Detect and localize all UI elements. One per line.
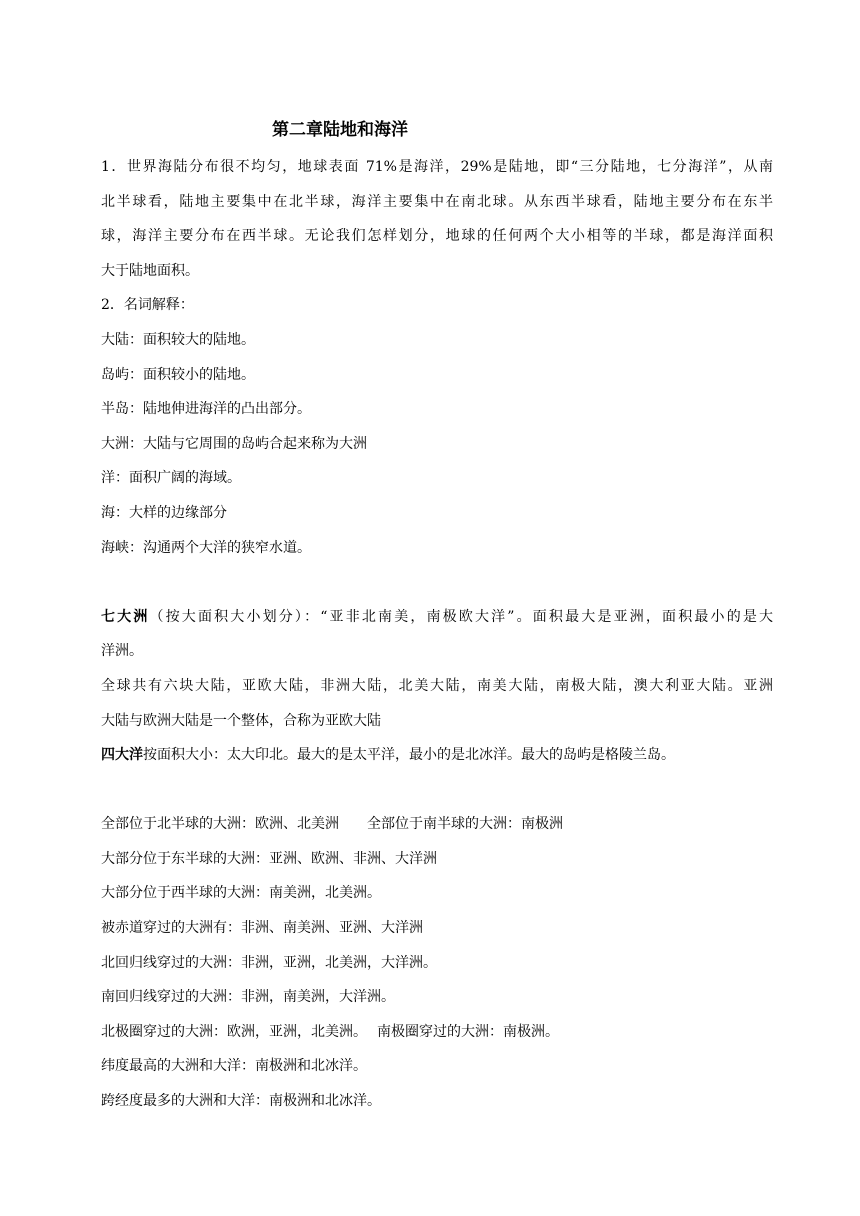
definitions-heading: 2．名词解释：: [101, 297, 194, 314]
facts-line-1: [101, 807, 773, 842]
document-body: [101, 150, 773, 1119]
facts-line-6: 南回归线穿过的大洲：非洲，南美洲，大洋洲。: [101, 989, 395, 1006]
six-landmasses-line-1: 全球共有六块大陆，亚欧大陆，非洲大陆，北美大陆，南美大陆，南极大陆，澳大利亚大陆。亚洲: [101, 677, 773, 694]
term-continent: 大洲：大陆与它周围的岛屿合起来称为大洲: [101, 435, 367, 452]
facts-line-4: 被赤道穿过的大洲有：非洲、南美洲、亚洲、大洋洲: [101, 920, 423, 937]
oceans-line-text: 按面积大小：太大印北。最大的是太平洋，最小的是北冰洋。最大的岛屿是格陵兰岛。: [143, 747, 675, 764]
paragraph-1-line-3: 球，海洋主要分布在西半球。无论我们怎样划分，地球的任何两个大小相等的半球，都是海洋面积: [101, 228, 773, 245]
term-peninsula: 半岛：陆地伸进海洋的凸出部分。: [101, 401, 311, 418]
facts-line-2: 大部分位于东半球的大洲：亚洲、欧洲、非洲、大洋洲: [101, 850, 437, 867]
term-ocean: 洋：面积广阔的海域。: [101, 470, 241, 487]
facts-line-5: 北回归线穿过的大洲：非洲，亚洲，北美洲，大洋洲。: [101, 954, 437, 971]
continents-line-2: 洋洲。: [101, 643, 143, 660]
facts-line-9: 跨经度最多的大洲和大洋：南极洲和北冰洋。: [101, 1093, 381, 1110]
facts-line-1-b: 全部位于南半球的大洲：南极洲: [367, 816, 563, 833]
term-island: 岛屿：面积较小的陆地。: [101, 366, 255, 383]
continents-bold-label: 七大洲: [101, 608, 150, 625]
blank-line: [101, 565, 773, 600]
facts-line-3: 大部分位于西半球的大洲：南美洲，北美洲。: [101, 885, 381, 902]
term-mainland: 大陆：面积较大的陆地。: [101, 331, 255, 348]
paragraph-1-line-1: 1．世界海陆分布很不均匀，地球表面 71%是海洋，29%是陆地，即“三分陆地，七分海洋”，从南: [101, 159, 773, 175]
facts-line-7-b: 南极圈穿过的大洲：南极洲。: [377, 1023, 559, 1040]
facts-line-7-a: 北极圈穿过的大洲：欧洲，亚洲，北美洲。: [101, 1023, 367, 1040]
paragraph-1-line-2: 北半球看，陆地主要集中在北半球，海洋主要集中在南北球。从东西半球看，陆地主要分布在东半: [101, 193, 773, 210]
facts-line-7: [101, 1015, 773, 1050]
continents-line-1: [101, 600, 773, 635]
page-title: 第二章陆地和海洋: [272, 120, 408, 140]
blank-line: [101, 773, 773, 808]
oceans-bold-label: 四大洋: [101, 747, 143, 764]
term-strait: 海峡：沟通两个大洋的狭窄水道。: [101, 539, 311, 556]
facts-line-1-a: 全部位于北半球的大洲：欧洲、北美洲: [101, 816, 339, 833]
oceans-line: [101, 738, 773, 773]
continents-line-1-text: （按大面积大小划分）：“亚非北南美，南极欧大洋”。面积最大是亚洲，面积最小的是大: [149, 608, 774, 625]
facts-line-8: 纬度最高的大洲和大洋：南极洲和北冰洋。: [101, 1058, 367, 1075]
six-landmasses-line-2: 大陆与欧洲大陆是一个整体，合称为亚欧大陆: [101, 712, 381, 729]
paragraph-1-line-4: 大于陆地面积。: [101, 262, 199, 279]
term-sea: 海：大样的边缘部分: [101, 504, 227, 521]
